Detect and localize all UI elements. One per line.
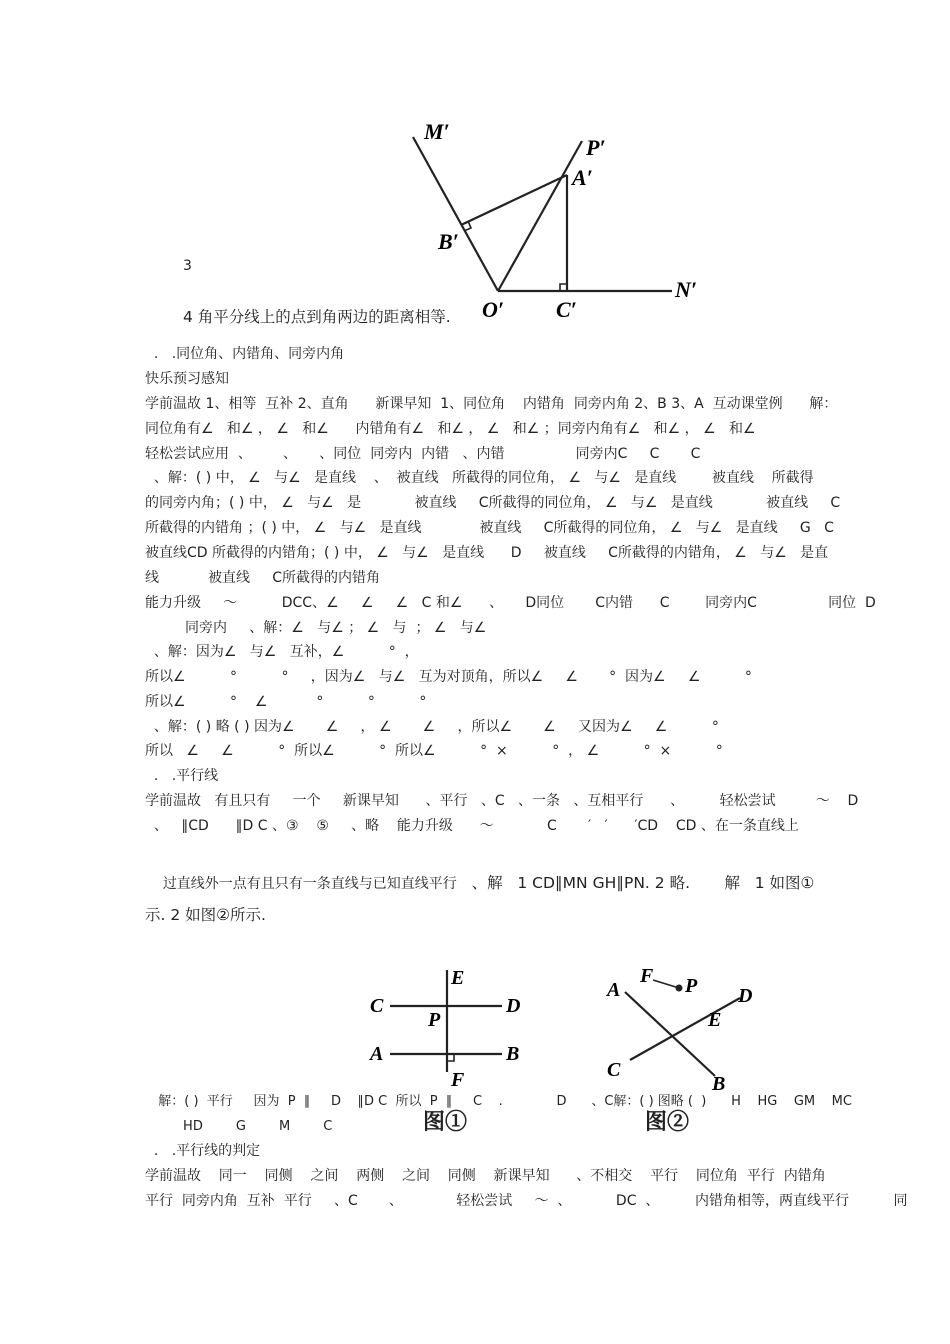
answer-rest: 、解 1 CD∥MN GH∥PN. 2 略. 解 1 如图① bbox=[456, 874, 815, 892]
label-p: P′ bbox=[586, 135, 606, 160]
text-line: 、解：( ) 略 ( ) 因为∠ ∠ ， ∠ ∠ ，所以∠ ∠ 又因为∠ ∠ ° bbox=[145, 719, 719, 735]
figure1-caption: 4 角平分线上的点到角两边的距离相等. bbox=[183, 308, 451, 326]
text-line: 、解：因为∠ 与∠ 互补，∠ ° ， bbox=[145, 644, 419, 660]
text-line: 所以 ∠ ∠ ° 所以∠ ° 所以∠ ° × ° ， ∠ ° × ° bbox=[145, 743, 723, 759]
label-p: P bbox=[685, 975, 698, 997]
text-line: HD G M C bbox=[150, 1119, 333, 1134]
text-line: 快乐预习感知 bbox=[145, 371, 229, 387]
parallel-lines-figure-1 bbox=[360, 960, 540, 1090]
text-line: 被直线CD 所截得的内错角；( ) 中， ∠ 与∠ 是直线 D 被直线 C所截得的内错角， ∠ 与∠ 是直 bbox=[145, 545, 829, 561]
text-line: 能力升级 ～ DCC、∠ ∠ ∠ C 和∠ 、 D同位 C内错 C 同旁内C 同位 D bbox=[145, 595, 876, 611]
text-line: 平行 同旁内角 互补 平行 、C 、 轻松尝试 ～ 、 DC 、 内错角相等，两直线平行 同 bbox=[145, 1193, 908, 1209]
label-b: B bbox=[712, 1073, 726, 1095]
label-b: B′ bbox=[438, 229, 459, 254]
text-line: 线 被直线 C所截得的内错角 bbox=[145, 570, 380, 586]
text-line: 学前温故 同一 同侧 之间 两侧 之间 同侧 新课早知 、不相交 平行 同位角 平行 内错角 bbox=[145, 1168, 826, 1184]
text-line: 、解：( ) 中， ∠ 与∠ 是直线 、 被直线 所截得的同位角， ∠ 与∠ 是直线 被直线 所截得 bbox=[145, 470, 814, 486]
label-f: F bbox=[451, 1069, 465, 1090]
text-line: 解：( ) 平行 因为 P ∥ D ∥D C 所以 P ∥ C . D 、C解：( ) 图略 ( ) H HG GM MC bbox=[150, 1094, 852, 1109]
angle-bisector-figure bbox=[400, 115, 720, 330]
label-a: A bbox=[607, 979, 621, 1001]
text-line: . .同位角、内错角、同旁内角 bbox=[145, 346, 345, 362]
text-line: 所以∠ ° ∠ ° ° ° bbox=[145, 694, 427, 710]
label-c: C bbox=[607, 1059, 621, 1081]
parallel-lines-figure-2 bbox=[595, 960, 770, 1095]
text-line: 所截得的内错角 ；( ) 中， ∠ 与∠ 是直线 被直线 C所截得的同位角， ∠ 与∠ 是直线 G C bbox=[145, 520, 834, 536]
label-o: O′ bbox=[482, 297, 505, 322]
figure-1-caption: 图① bbox=[423, 1109, 468, 1134]
line-ab bbox=[625, 992, 715, 1076]
answer-prefix: 过直线外一点有且只有一条直线与已知直线平行 bbox=[162, 876, 457, 892]
text-line: 学前温故 有且只有 一个 新课早知 、平行 、C 、一条 、互相平行 、 轻松尝试 ～ D bbox=[145, 793, 859, 809]
label-n: N′ bbox=[675, 277, 698, 302]
text-line: 同旁内 、解：∠ 与∠ ； ∠ 与 ； ∠ 与∠ bbox=[145, 620, 487, 636]
label-e: E bbox=[708, 1009, 722, 1031]
page-number: 3 bbox=[183, 258, 192, 274]
label-a: A′ bbox=[572, 165, 593, 190]
text-line: 学前温故 1、相等 互补 2、直角 新课早知 1、同位角 内错角 同旁内角 2、B 3、A 互动课堂例 解： bbox=[145, 396, 838, 412]
label-c: C′ bbox=[556, 297, 577, 322]
label-f: F bbox=[640, 965, 654, 987]
text-line: . .平行线 bbox=[145, 768, 219, 784]
label-d: D bbox=[506, 995, 521, 1017]
text-line: 的同旁内角；( ) 中， ∠ 与∠ 是 被直线 C所截得的同位角， ∠ 与∠ 是直线 被直线 C bbox=[145, 495, 841, 511]
point-p bbox=[676, 985, 683, 992]
label-c: C bbox=[370, 995, 384, 1017]
figure-2-caption: 图② bbox=[645, 1109, 690, 1134]
text-line: 、 ∥CD ∥D C 、③ ⑤ 、略 能力升级 ～ C ′ ′ ′CD CD 、在一条直线上 bbox=[145, 818, 799, 834]
line-cd bbox=[630, 998, 740, 1060]
label-a: A bbox=[370, 1043, 384, 1065]
text-line: 轻松尝试应用 、 、 、同位 同旁内 内错 、内错 同旁内C C C bbox=[145, 446, 701, 462]
label-m: M′ bbox=[424, 119, 450, 144]
ray-op bbox=[498, 141, 582, 291]
label-p: P bbox=[428, 1009, 441, 1031]
text-line: . .平行线的判定 bbox=[145, 1143, 261, 1159]
line-through-fp bbox=[653, 980, 679, 988]
text-line: 示. 2 如图②所示. bbox=[145, 906, 266, 924]
label-d: D bbox=[738, 985, 753, 1007]
label-b: B bbox=[506, 1043, 520, 1065]
segment-ab bbox=[461, 175, 567, 225]
label-e: E bbox=[451, 967, 465, 989]
text-line: 所以∠ ° ° ，因为∠ 与∠ 互为对顶角，所以∠ ∠ ° 因为∠ ∠ ° bbox=[145, 669, 752, 685]
text-line: 同位角有∠ 和∠ ， ∠ 和∠ 内错角有∠ 和∠ ， ∠ 和∠ ；同旁内角有∠ 和∠ ， ∠ 和∠ bbox=[145, 421, 756, 437]
